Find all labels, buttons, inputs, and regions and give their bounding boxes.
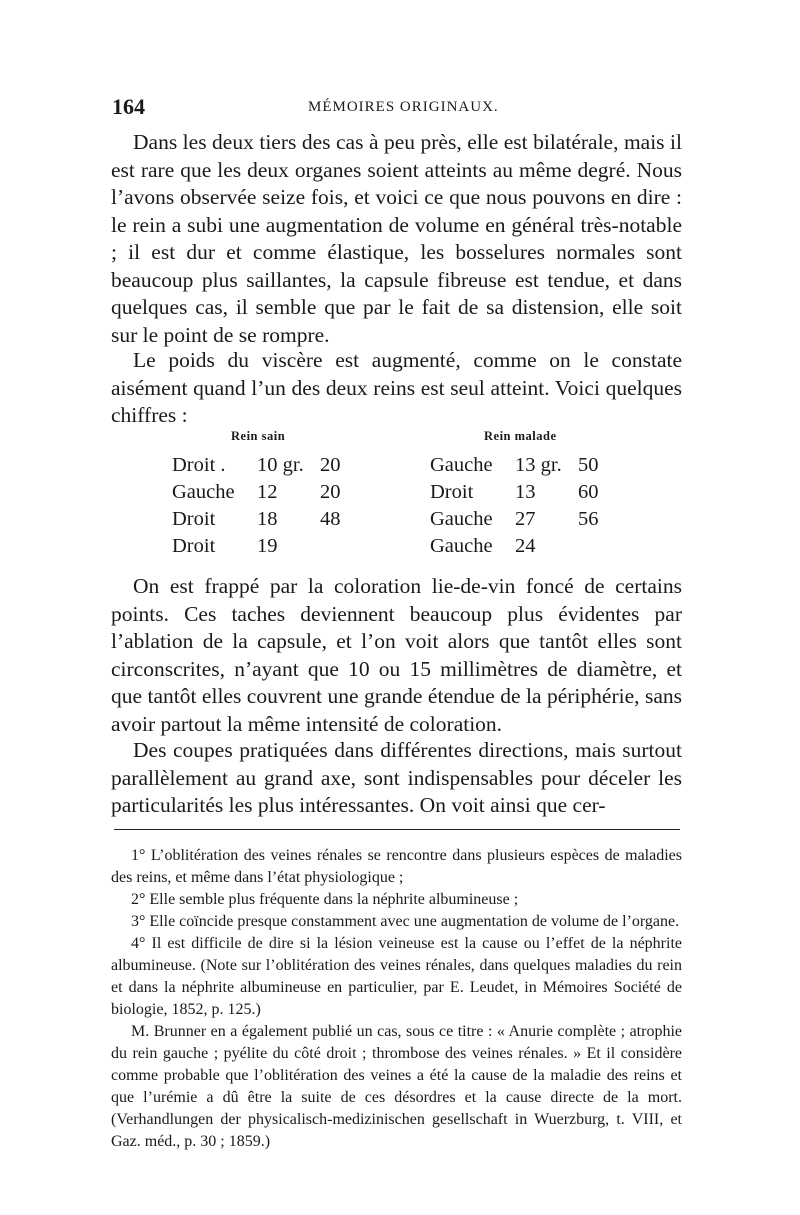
- table-row: [172, 452, 350, 479]
- table-cell: 56: [578, 508, 599, 530]
- table-row: [430, 533, 608, 560]
- table-cell: 48: [320, 508, 341, 530]
- table-cell: 24: [515, 535, 536, 557]
- table-row: [430, 452, 608, 479]
- running-title: MÉMOIRES ORIGINAUX.: [308, 99, 499, 115]
- table-cell: [578, 533, 608, 560]
- footnote-divider: [114, 829, 680, 830]
- table-cell: 13 gr.: [515, 454, 562, 476]
- table-cell: 12: [257, 481, 278, 503]
- table-heading-rein-sain: Rein sain: [231, 429, 286, 443]
- footnote-4: 4° Il est difficile de dire si la lésion veineuse est la cause ou l’effet de la néphrite albumineuse. (Note sur l’oblitération des veines rénales, dans quelques maladies du rein et dans la néphrite albumineuse en particulier, par E. Leudet, in Mémoires Société de biologie, 1852, p. 125.): [111, 935, 682, 1018]
- footnote-5: M. Brunner en a également publié un cas, sous ce titre : « Anurie complète ; atrophie du rein gauche ; pyélite du côté droit ; thrombose des veines rénales. » Et il considère comme probable que l’oblitération des veines a été la cause de la maladie des reins et que l’urémie a dû être la suite de ces désordres et la cause directe de la mort. (Verhandlungen der physicalisch-medizinischen gesellschaft in Wuerzburg, t. VIII, et Gaz. méd., p. 30 ; 1859.): [111, 1023, 682, 1150]
- table-heading-rein-malade: Rein malade: [484, 429, 557, 443]
- body-paragraph-3: On est frappé par la coloration lie-de-vin foncé de certains points. Ces taches deviennent beaucoup plus évidentes par l’ablation de la capsule, et l’on voit alors que tantôt elles sont circonscrites, n’ayant que 10 ou 15 millimètres de diamètre, et que tantôt elles couvrent une grande étendue de la périphérie, sans avoir partout la même intensité de coloration.: [111, 574, 682, 736]
- table-row: [172, 479, 350, 506]
- table-cell: 19: [257, 535, 278, 557]
- table-cell: Gauche: [430, 508, 493, 530]
- table-row: [430, 506, 608, 533]
- table-cell: Gauche: [172, 481, 235, 503]
- table-cell: [320, 533, 350, 560]
- body-paragraph-4: Des coupes pratiquées dans différentes directions, mais surtout parallèlement au grand axe, sont indispensables pour déceler les particularités les plus intéressantes. On voit ainsi que cer-: [111, 738, 682, 817]
- table-cell: 50: [578, 454, 599, 476]
- table-cell: Droit: [172, 535, 216, 557]
- table-cell: 20: [320, 481, 341, 503]
- footnote-2: 2° Elle semble plus fréquente dans la néphrite albumineuse ;: [131, 891, 519, 908]
- table-cell: Droit: [172, 508, 216, 530]
- body-paragraph-1: Dans les deux tiers des cas à peu près, elle est bilatérale, mais il est rare que les deux organes soient atteints au même degré. Nous l’avons observée seize fois, et voici ce que nous pouvons en dire : le rein a subi une augmentation de volume en général très-notable ; il est dur et comme élastique, les bosselures normales sont beaucoup plus saillantes, la capsule fibreuse est tendue, et dans quelques cas, il semble que par le fait de sa distension, elle soit sur le point de se rompre.: [111, 130, 682, 347]
- table-cell: Gauche: [430, 535, 493, 557]
- table-rein-sain: [172, 452, 350, 560]
- table-cell: 27: [515, 508, 536, 530]
- table-cell: 10 gr.: [257, 454, 304, 476]
- table-cell: Droit .: [172, 454, 226, 476]
- table-cell: 18: [257, 508, 278, 530]
- table-row: [172, 506, 350, 533]
- table-cell: Gauche: [430, 454, 493, 476]
- table-row: [430, 479, 608, 506]
- table-cell: 60: [578, 481, 599, 503]
- body-paragraph-2: Le poids du viscère est augmenté, comme on le constate aisément quand l’un des deux reins est seul atteint. Voici quelques chiffres :: [111, 348, 682, 427]
- footnotes: [111, 845, 682, 1153]
- table-cell: 13: [515, 481, 536, 503]
- table-cell: 20: [320, 454, 341, 476]
- table-row: [172, 533, 350, 560]
- footnote-1: 1° L’oblitération des veines rénales se rencontre dans plusieurs espèces de maladies des reins, et même dans l’état physiologique ;: [111, 847, 682, 886]
- table-cell: Droit: [430, 481, 474, 503]
- page-number: 164: [112, 94, 145, 119]
- table-rein-malade: [430, 452, 608, 560]
- page-header: [112, 94, 682, 120]
- footnote-3: 3° Elle coïncide presque constamment avec une augmentation de volume de l’organe.: [131, 913, 680, 930]
